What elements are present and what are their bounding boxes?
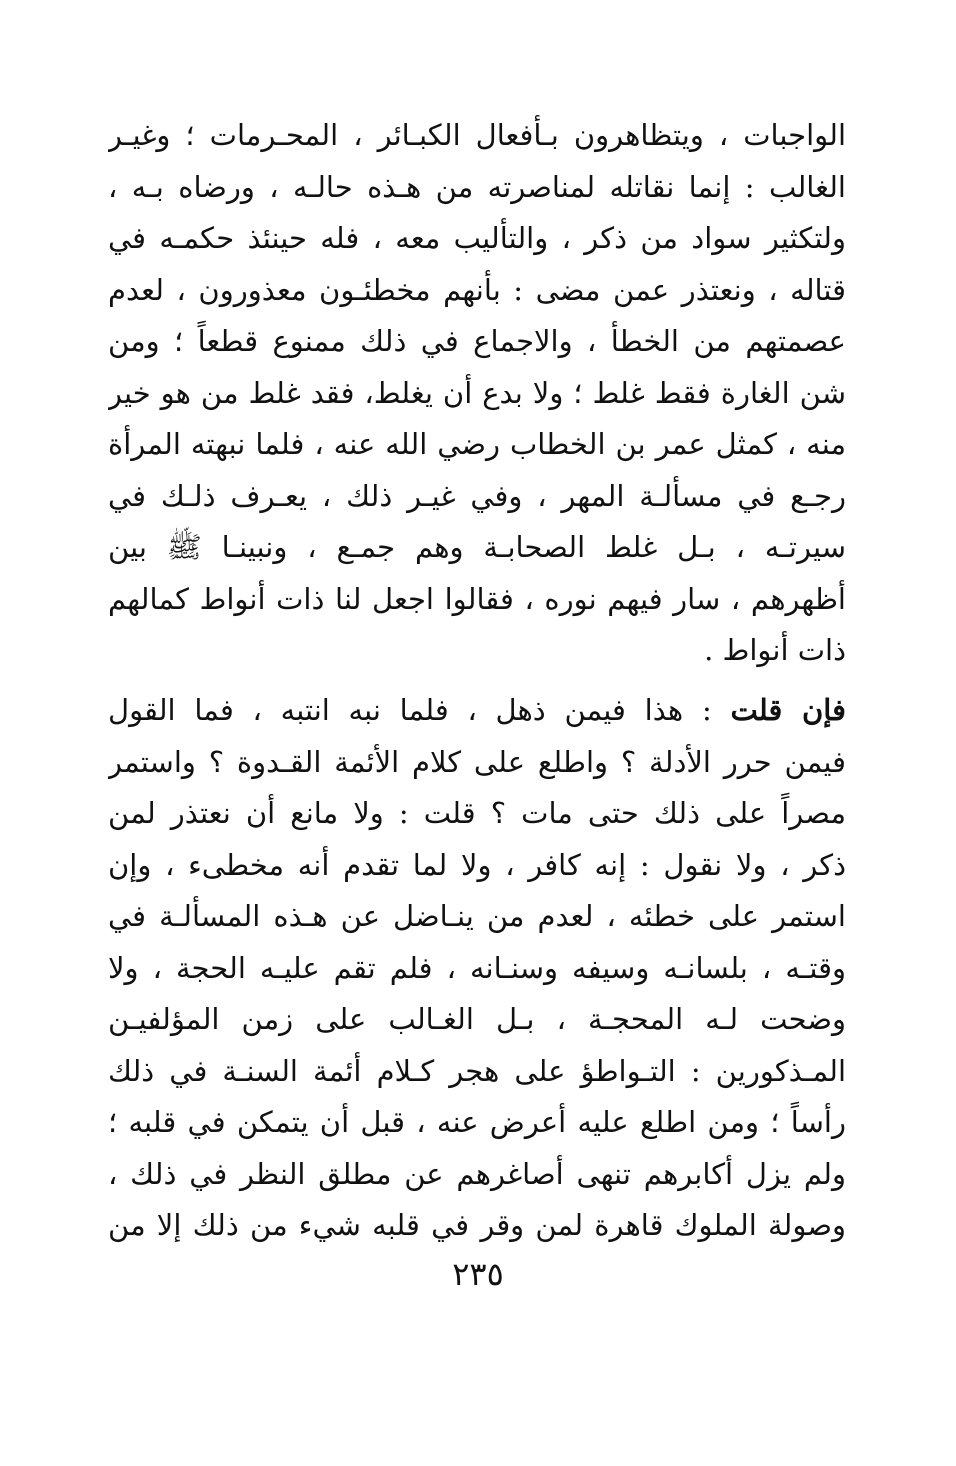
paragraph-lead-line xyxy=(108,685,846,737)
text-line: منه ، كمثل عمر بن الخطاب رضي الله عنه ، فلما نبهته المرأة xyxy=(108,427,846,461)
text-line: ولم يزل أكابرهم تنهى أصاغرهم عن مطلق النظر في ذلك ، xyxy=(108,1156,846,1191)
paragraph-2 xyxy=(108,685,846,1252)
text-line: شن الغارة فقط غلط ؛ ولا بدع أن يغلط، فقد غلط من هو خير xyxy=(108,375,846,410)
paragraph-1 xyxy=(108,110,846,677)
text-line: سيرتـه ، بـل غلط الصحابـة وهم جمـع ، ونبينـا ﷺ بين xyxy=(108,530,846,564)
text-line: ذات أنواط . xyxy=(704,633,846,667)
text-line: مصراً على ذلك حتى مات ؟ قلت : ولا مانع أن نعتذر لمن xyxy=(108,796,846,830)
text-line: ولتكثير سواد من ذكر ، والتأليب معه ، فله حينئذ حكمـه في xyxy=(108,221,846,255)
text-line: وصولة الملوك قاهرة لمن وقر في قلبه شيء من ذلك إلا من xyxy=(108,1208,846,1242)
text-line: قتاله ، ونعتذر عمن مضى : بأنهم مخطئـون معذورون ، لعدم xyxy=(108,272,846,307)
text-line: عصمتهم من الخطأ ، والاجماع في ذلك ممنوع قطعاً ؛ ومن xyxy=(108,324,846,358)
text-line: المـذكورين : التـواطؤ على هجر كـلام أئمة السنـة في ذلك xyxy=(108,1053,846,1088)
text-line: وضحت لـه المحجـة ، بـل الغـالب على زمن المؤلفيـن xyxy=(108,1002,846,1036)
text-line: استمر على خطئه ، لعدم من ينـاضل عن هـذه المسألـة في xyxy=(108,899,846,933)
paragraph-keyword: فإن قلت xyxy=(730,693,846,727)
lead-line-text: : هذا فيمن ذهل ، فلما نبه انتبه ، فما القول xyxy=(108,693,731,727)
text-line: فيمن حرر الأدلة ؟ واطلع على كلام الأئمة القـدوة ؟ واستمر xyxy=(108,744,846,779)
text-line: أظهرهم ، سار فيهم نوره ، فقالوا اجعل لنا ذات أنواط كمالهم xyxy=(108,581,846,616)
text-line: الغالب : إنما نقاتله لمناصرته من هـذه حالـه ، ورضاه بـه ، xyxy=(108,169,846,204)
text-line: الواجبات ، ويتظاهرون بـأفعال الكبـائر ، المحـرمات ؛ وغيـر xyxy=(108,118,846,152)
text-line: وقتـه ، بلسانـه وسيفه وسنـانه ، فلم تقم عليـه الحجة ، ولا xyxy=(108,950,846,985)
text-line: رجـع في مسألـة المهر ، وفي غيـر ذلك ، يعـرف ذلـك في xyxy=(108,478,846,513)
text-line: رأساً ؛ ومن اطلع عليه أعرض عنه ، قبل أن يتمكن في قلبه ؛ xyxy=(108,1105,846,1139)
page-number: ٢٣٥ xyxy=(452,1255,504,1293)
text-line: ذكر ، ولا نقول : إنه كافر ، ولا لما تقدم أنه مخطىء ، وإن xyxy=(108,847,846,882)
